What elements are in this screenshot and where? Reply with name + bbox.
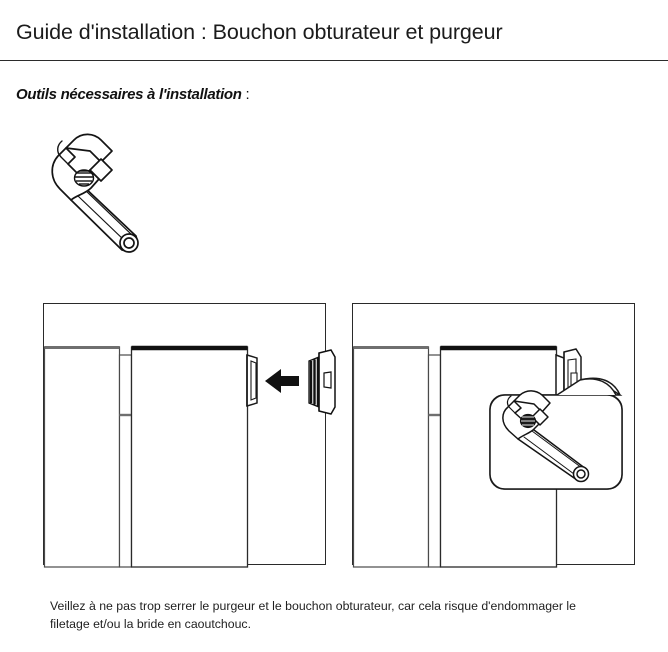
radiator-left-section	[44, 347, 119, 567]
radiator-gap-column	[119, 355, 131, 567]
figure-plug-insertion	[43, 303, 326, 565]
callout-wrench-knurl	[520, 414, 535, 427]
figure-plug-tightening	[352, 303, 635, 565]
radiator-gap-column	[428, 355, 440, 567]
tools-heading-text: Outils nécessaires à l'installation	[16, 86, 242, 103]
blanking-plug	[309, 350, 335, 414]
insertion-arrow	[265, 369, 299, 393]
header-divider	[0, 60, 668, 61]
adjustable-wrench-icon	[44, 128, 174, 253]
tools-section-heading	[16, 86, 249, 103]
warning-caption: Veillez à ne pas trop serrer le purgeur et le bouchon obturateur, car cela risque d'endommager le filetage et/ou la bride en caoutchouc.	[50, 599, 576, 632]
radiator-left-section	[353, 347, 428, 567]
callout-bubble-body	[490, 378, 622, 488]
radiator-main-section	[131, 347, 247, 567]
tools-heading-colon: :	[241, 86, 250, 103]
radiator-flange	[247, 355, 257, 406]
page-title: Guide d'installation : Bouchon obturateur et purgeur	[16, 20, 503, 45]
